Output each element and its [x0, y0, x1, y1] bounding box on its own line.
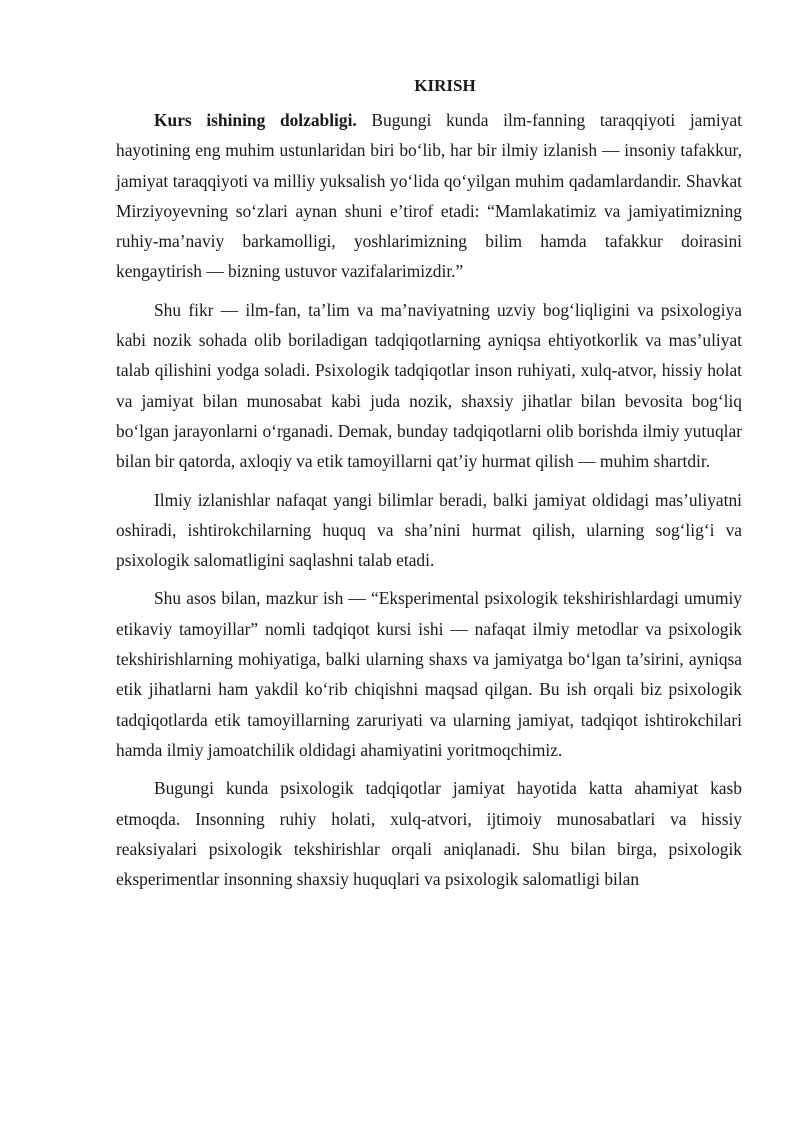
paragraph-text: Bugungi kunda ilm-fanning taraqqiyoti jamiyat hayotining eng muhim ustunlaridan biri bo‘lib, har bir ilmiy izlanish — insoniy tafakkur, jamiyat taraqqiyoti va milliy yuksalish yo‘lida qo‘yilgan muhim qadamlardandir. Shavkat Mirziyoyevning so‘zlari aynan shuni e’tirof etadi: “Mamlakatimiz va jamiyatimizning ruhiy-ma’naviy barkamolligi, yoshlarimizning bilim hamda tafakkur doirasini kengaytirish — bizning ustuvor vazifalarimizdir.”	[116, 110, 742, 282]
paragraph-course-goal: Shu asos bilan, mazkur ish — “Eksperimental psixologik tekshirishlardagi umumiy etikaviy tamoyillar” nomli tadqiqot kursi ishi — nafaqat ilmiy metodlar va psixologik tekshirishlarning mohiyatiga, balki ularning shaxs va jamiyatga bo‘lgan ta’sirini, ayniqsa etik jihatlarni ham yakdil ko‘rib chiqishni maqsad qilgan. Bu ish orqali biz psixologik tadqiqotlarda etik tamoyillarning zaruriyati va ularning jamiyat, tadqiqot ishtirokchilari hamda ilmiy jamoatchilik oldidagi ahamiyatini yoritmoqchimiz.	[116, 588, 742, 760]
paragraph-relevance	[116, 105, 742, 287]
paragraph-responsibility: Ilmiy izlanishlar nafaqat yangi bilimlar beradi, balki jamiyat oldidagi mas’uliyatni oshiradi, ishtirokchilarning huquq va sha’nini hurmat qilish, ularning sog‘lig‘i va psixologik salomatligini saqlashni talab etadi.	[116, 489, 742, 571]
paragraph-ethics-connection: Shu fikr — ilm-fan, ta’lim va ma’naviyatning uzviy bog‘liqligini va psixologiya kabi nozik sohada olib boriladigan tadqiqotlarning ayniqsa ehtiyotkorlik va mas’uliyat talab qilishini yodga soladi. Psixologik tadqiqotlar inson ruhiyati, xulq-atvor, hissiy holat va jamiyat bilan munosabat kabi juda nozik, shaxsiy jihatlar bilan bevosita bog‘liq bo‘lgan jarayonlarni o‘rganadi. Demak, bunday tadqiqotlarni olib borishda ilmiy yutuqlar bilan bir qatorda, axloqiy va etik tamoyillarni qat’iy hurmat qilish — muhim shartdir.	[116, 299, 742, 472]
paragraph-importance: Bugungi kunda psixologik tadqiqotlar jamiyat hayotida katta ahamiyat kasb etmoqda. Insonning ruhiy holati, xulq-atvori, ijtimoiy munosabatlari va hissiy reaksiyalari psixologik tekshirishlar orqali aniqlanadi. Shu bilan birga, psixologik eksperimentlar insonning shaxsiy huquqlari va psixologik salomatligi bilan	[116, 778, 742, 890]
section-heading: KIRISH	[414, 76, 476, 95]
paragraph-lead: Kurs ishining dolzabligi.	[154, 110, 357, 130]
document-body	[116, 74, 742, 902]
